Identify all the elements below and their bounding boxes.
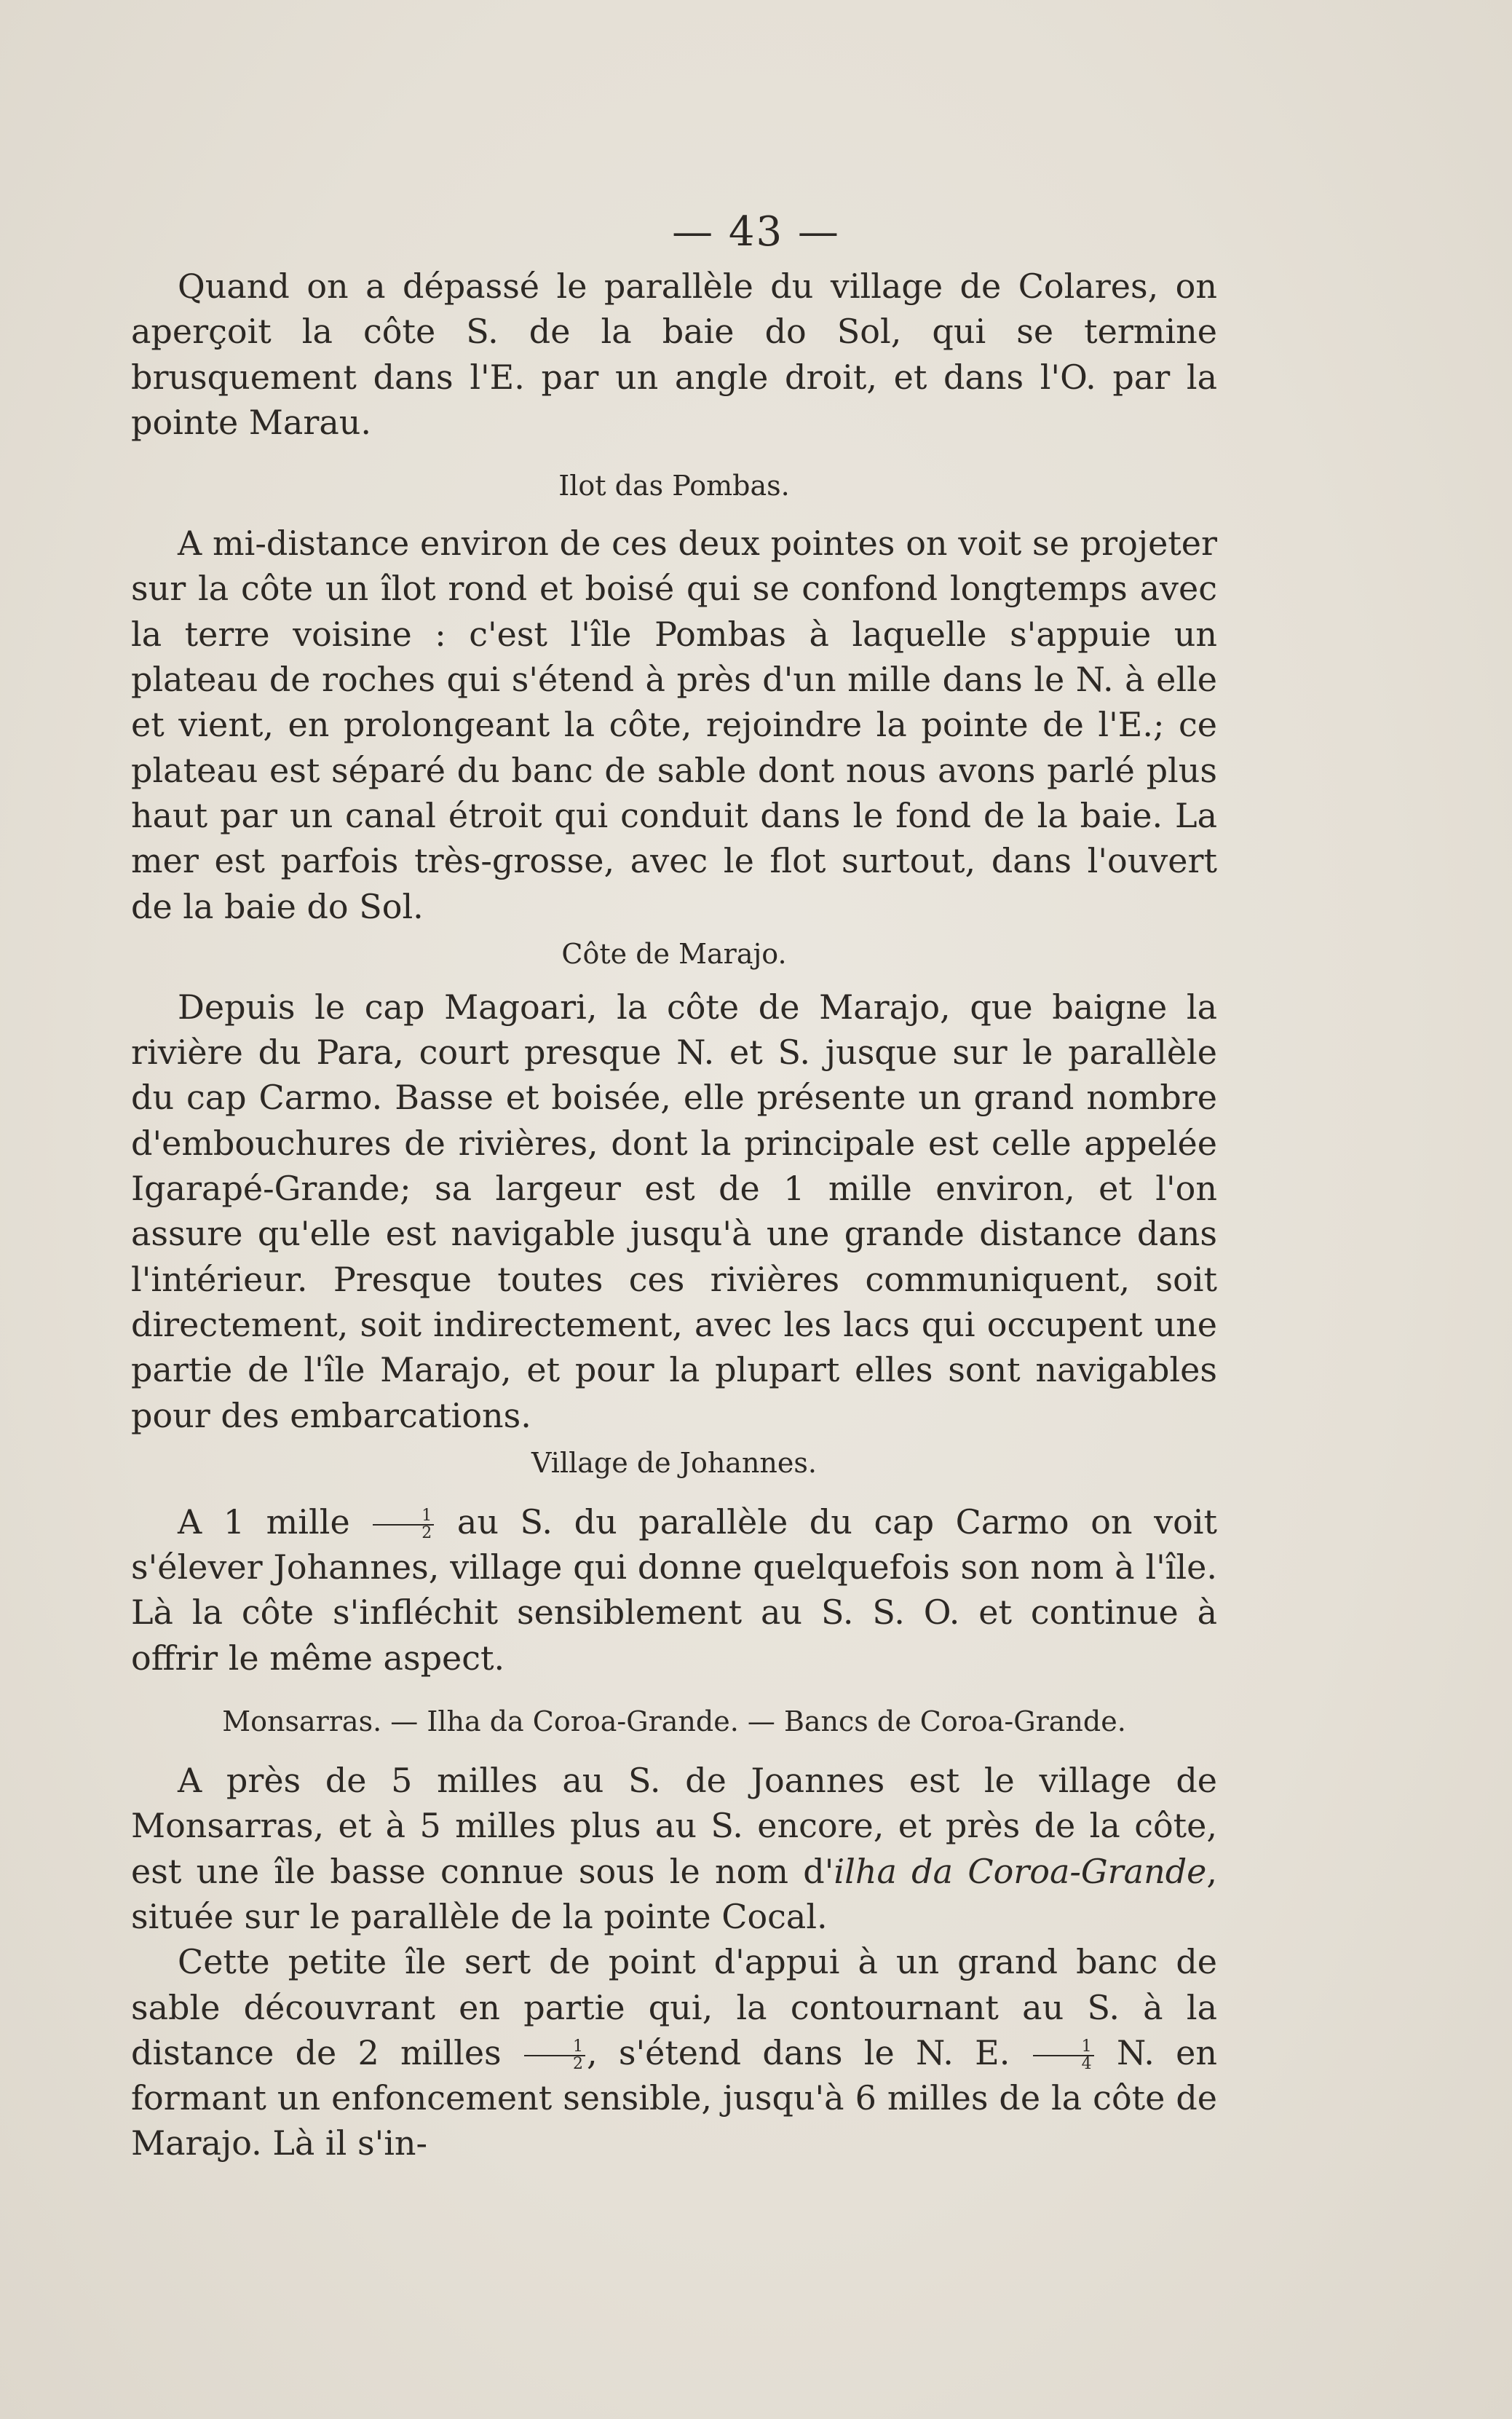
ilha-da-coroa-grande-italic: ilha da Coroa-Grande [834,1851,1207,1891]
johannes-text-end: au S. du parallèle du cap Carmo on voit s'élever Johannes, village qui donne quelquefois son nom à l'île. Là la côte s'infléchit sensiblement au S. S. O. et continue à offrir le même aspect. [131,1501,1218,1678]
johannes-text-start: A 1 mille [178,1501,350,1542]
paragraph-johannes [131,1499,1217,1681]
banc-text-start: Cette petite île sert de point d'appui à un grand banc de sable découvrant en partie qui, la contournant au S. à la distance de 2 milles [131,1942,1217,2072]
fraction-numerator: 1 [524,2039,585,2056]
monsarras-text-end: , située sur le parallèle de la pointe Cocal. [131,1851,1218,1936]
heading-cote-de-marajo: Côte de Marajo. [561,937,787,970]
fraction-numerator: 1 [1033,2039,1094,2056]
paragraph-colares: Quand on a dépassé le parallèle du village de Colares, on aperçoit la côte S. de la baie do Sol, qui se termine brusquement dans l'E. par un angle droit, et dans l'O. par la pointe Marau. [131,267,1217,442]
paragraph-pombas: A mi-distance environ de ces deux pointes on voit se projeter sur la côte un îlot rond et boisé qui se confond longtemps avec la terre voisine : c'est l'île Pombas à laquelle s'appuie un plateau de roches qui s'étend à près d'un mille dans le N. à elle et vient, en prolongeant la côte, rejoindre la pointe de l'E.; ce plateau est séparé du banc de sable dont nous avons parlé plus haut par un canal étroit qui conduit dans le fond de la baie. La mer est parfois très-grosse, avec le flot surtout, dans l'ouvert de la baie do Sol. [131,524,1217,926]
banc-text-middle: , s'étend dans le N. E. [586,2032,1010,2072]
fraction-denominator: 4 [1081,2054,1092,2073]
fraction-numerator: 1 [373,1508,434,1526]
monsarras-text-start: A près de 5 milles au S. de Joannes est le village de Monsarras, et à 5 milles plus au S. encore, et près de la côte, est une île basse connue sous le nom d' [131,1761,1217,1891]
fraction-denominator: 2 [572,2054,583,2073]
fraction-one-quarter [1033,2039,1094,2072]
paragraph-marajo: Depuis le cap Magoari, la côte de Marajo, que baigne la rivière du Para, court presque N. et S. jusque sur le parallèle du cap Carmo. Basse et boisée, elle présente un grand nombre d'embouchures de rivières, dont la principale est celle appelée Igarapé-Grande; sa largeur est de 1 mille environ, et l'on assure qu'elle est navigable jusqu'à une grande distance dans l'intérieur. Presque toutes ces rivières communiquent, soit directement, soit indirectement, avec les lacs qui occupent une partie de l'île Marajo, et pour la plupart elles sont navigables pour des embarcations. [131,987,1217,1435]
heading-ilot-das-pombas: Ilot das Pombas. [558,470,790,502]
page-content [131,264,1217,2166]
heading-monsarras: Monsarras. — Ilha da Coroa-Grande. — Bancs de Coroa-Grande. [222,1705,1126,1738]
paragraph-monsarras [131,1758,1217,1939]
heading-village-de-johannes: Village de Johannes. [531,1446,817,1479]
page-number: — 43 — [672,208,840,256]
fraction-denominator: 2 [421,1523,432,1542]
banc-text-end: N. en formant un enfoncement sensible, jusqu'à 6 milles de la côte de Marajo. Là il s'in- [131,2032,1218,2163]
fraction-one-half [524,2039,585,2072]
paragraph-banc-de-sable [131,1939,1217,2166]
fraction-one-half [373,1508,434,1542]
